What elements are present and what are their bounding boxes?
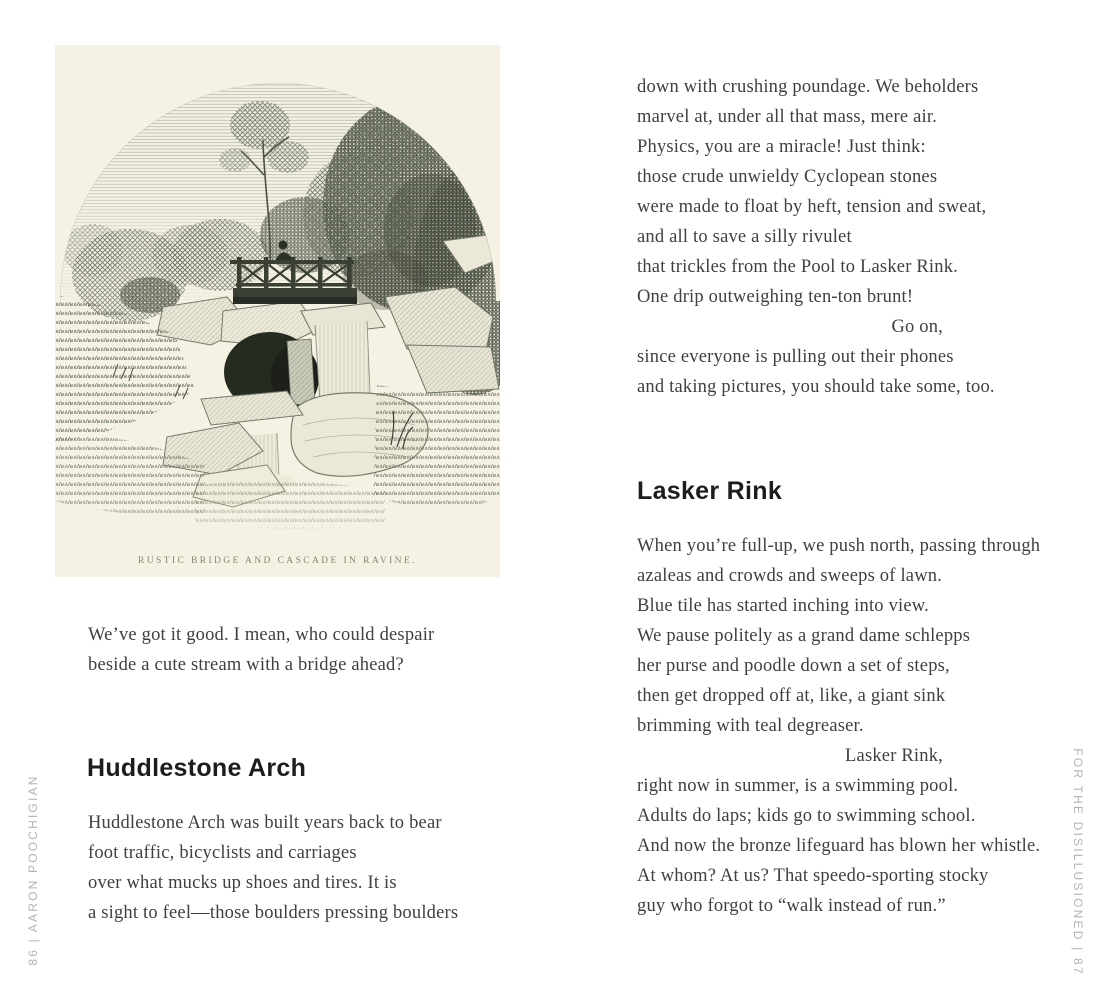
- poem-line: Physics, you are a miracle! Just think:: [637, 137, 926, 157]
- poem-line: then get dropped off at, like, a giant sink: [637, 686, 946, 706]
- poem-line: marvel at, under all that mass, mere air.: [637, 107, 937, 127]
- poem-line: since everyone is pulling out their phones: [637, 347, 954, 367]
- poem-line: brimming with teal degreaser.: [637, 716, 864, 736]
- poem-line: We’ve got it good. I mean, who could despair: [88, 625, 435, 645]
- poem-line: Blue tile has started inching into view.: [637, 596, 929, 616]
- poem-line: those crude unwieldy Cyclopean stones: [637, 167, 938, 187]
- engraving-caption: RUSTIC BRIDGE AND CASCADE IN RAVINE.: [138, 556, 417, 566]
- poem-line: her purse and poodle down a set of steps,: [637, 656, 950, 676]
- poem-line: Huddlestone Arch was built years back to bear: [88, 813, 442, 833]
- poem-line: Adults do laps; kids go to swimming school.: [637, 806, 976, 826]
- left-page-runner: 86 | AARON POOCHIGIAN: [26, 774, 40, 966]
- poem-line: and taking pictures, you should take some, too.: [637, 377, 995, 397]
- poem-line: At whom? At us? That speedo-sporting stocky: [637, 866, 989, 886]
- huddlestone-arch-stanza: [88, 808, 459, 928]
- poem-line: a sight to feel—those boulders pressing boulders: [88, 903, 459, 923]
- poem-line: and all to save a silly rivulet: [637, 227, 852, 247]
- poem-line: foot traffic, bicyclists and carriages: [88, 843, 357, 863]
- poem-line: were made to float by heft, tension and sweat,: [637, 197, 987, 217]
- poem-line: guy who forgot to “walk instead of run.”: [637, 896, 946, 916]
- ravine-engraving-art: [55, 45, 500, 577]
- poem-line: Go on,: [891, 317, 943, 337]
- huddlestone-arch-heading: Huddlestone Arch: [87, 754, 307, 782]
- poem-line: Lasker Rink,: [845, 746, 943, 766]
- poem-line: azaleas and crowds and sweeps of lawn.: [637, 566, 943, 586]
- poem-line: We pause politely as a grand dame schlepps: [637, 626, 971, 646]
- poem-line: And now the bronze lifeguard has blown her whistle.: [637, 836, 1041, 856]
- poem-line: over what mucks up shoes and tires. It is: [88, 873, 397, 893]
- poem-line: When you’re full-up, we push north, passing through: [637, 536, 1041, 556]
- poem-line: that trickles from the Pool to Lasker Rink.: [637, 257, 958, 277]
- ravine-engraving-plate: [55, 45, 500, 577]
- lasker-rink-stanza: [637, 531, 1041, 921]
- poem-line: down with crushing poundage. We beholders: [637, 77, 979, 97]
- right-page-continued-stanza: [637, 72, 999, 402]
- right-page-runner: FOR THE DISILLUSIONED | 87: [1071, 748, 1085, 976]
- left-page-intro-stanza: [88, 620, 450, 680]
- lasker-rink-heading: Lasker Rink: [637, 477, 783, 505]
- poem-line: One drip outweighing ten-ton brunt!: [637, 287, 914, 307]
- poem-line: right now in summer, is a swimming pool.: [637, 776, 959, 796]
- poem-line: beside a cute stream with a bridge ahead?: [88, 655, 404, 675]
